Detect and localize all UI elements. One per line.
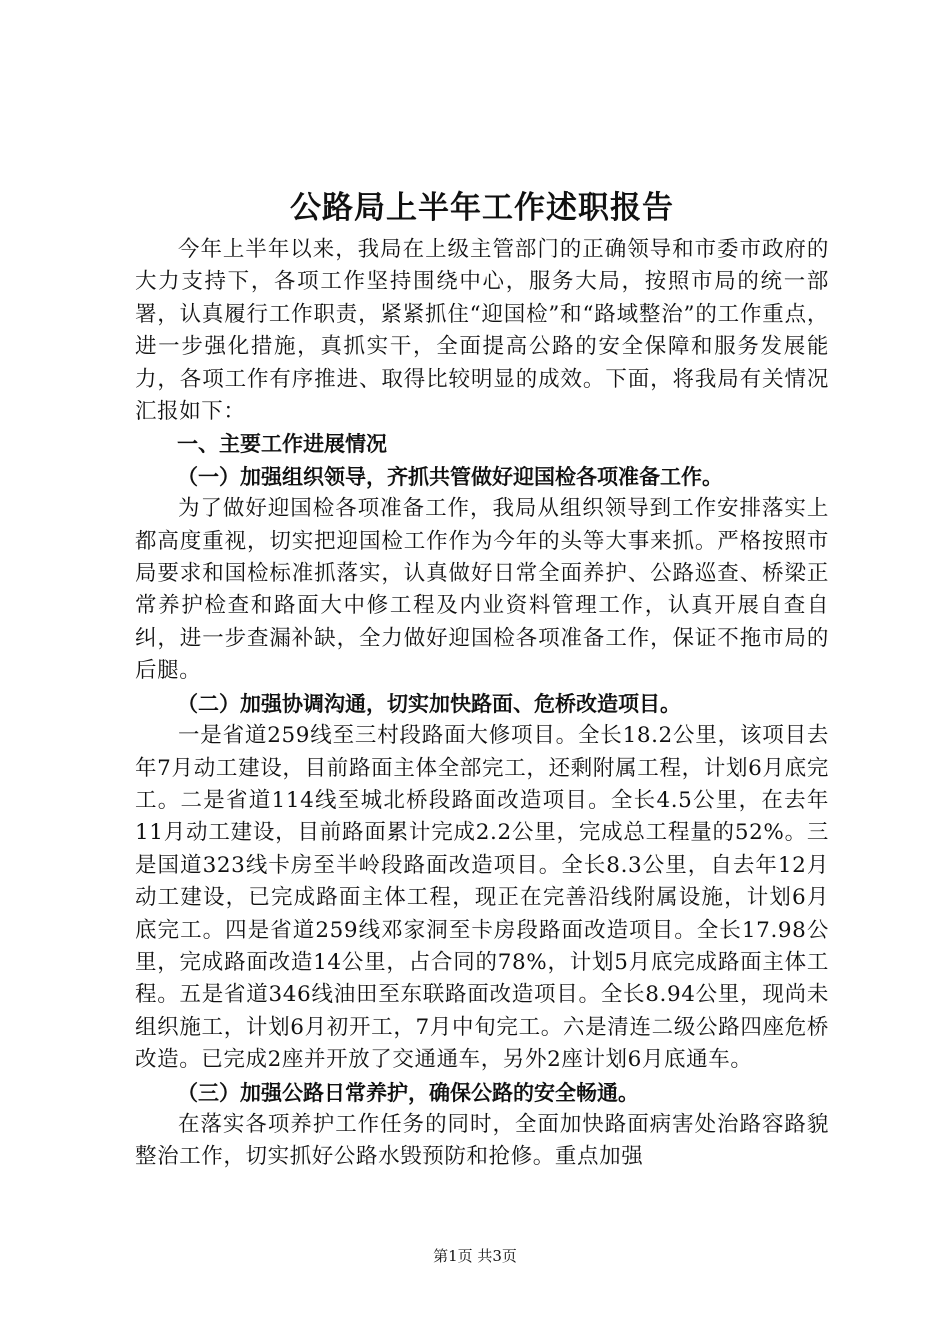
subsection-paragraph-2: 一是省道259线至三村段路面大修项目。全长18.2公里，该项目去年7月动工建设，目前路面主体全部完工，还剩附属工程，计划6月底完工。二是省道114线至城北桥段路面改造项目。全长4.5公里，在去年11月动工建设，目前路面累计完成2.2公里，完成总工程量的52%。三是国道323线卡房至半岭段路面改造项目。全长8.3公里，自去年12月动工建设，已完成路面主体工程，现正在完善沿线附属设施，计划6月底完工。四是省道259线邓家洞至卡房段路面改造项目。全长17.98公里，完成路面改造14公里，占合同的78%，计划5月底完成路面主体工程。五是省道346线油田至东联路面改造项目。全长8.94公里，现尚未组织施工，计划6月初开工，7月中旬完工。六是清连二级公路四座危桥改造。已完成2座并开放了交通通车，另外2座计划6月底通车。 <box>135 723 829 1073</box>
document-page <box>135 186 829 1174</box>
subsection-paragraph-1: 为了做好迎国检各项准备工作，我局从组织领导到工作安排落实上都高度重视，切实把迎国检工作作为今年的头等大事来抓。严格按照市局要求和国检标准抓落实，认真做好日常全面养护、公路巡查、桥梁正常养护检查和路面大中修工程及内业资料管理工作，认真开展自查自纠，进一步查漏补缺，全力做好迎国检各项准备工作，保证不拖市局的后腿。 <box>135 496 829 684</box>
subsection-heading-1: （一）加强组织领导，齐抓共管做好迎国检各项准备工作。 <box>177 464 723 489</box>
section-heading-1: 一、主要工作进展情况 <box>177 432 387 457</box>
subsection-heading-2: （二）加强协调沟通，切实加快路面、危桥改造项目。 <box>177 691 681 716</box>
subsection-paragraph-3: 在落实各项养护工作任务的同时，全面加快路面病害处治路容路貌整治工作，切实抓好公路水毁预防和抢修。重点加强 <box>135 1111 829 1170</box>
document-title: 公路局上半年工作述职报告 <box>290 190 674 226</box>
subsection-heading-3: （三）加强公路日常养护，确保公路的安全畅通。 <box>177 1080 639 1105</box>
intro-paragraph: 今年上半年以来，我局在上级主管部门的正确领导和市委市政府的大力支持下，各项工作坚持围绕中心，服务大局，按照市局的统一部署，认真履行工作职责，紧紧抓住“迎国检”和“路域整治”的工作重点，进一步强化措施，真抓实干，全面提高公路的安全保障和服务发展能力，各项工作有序推进、取得比较明显的成效。下面，将我局有关情况汇报如下： <box>135 237 829 425</box>
page-footer: 第1页 共3页 <box>433 1247 517 1265</box>
